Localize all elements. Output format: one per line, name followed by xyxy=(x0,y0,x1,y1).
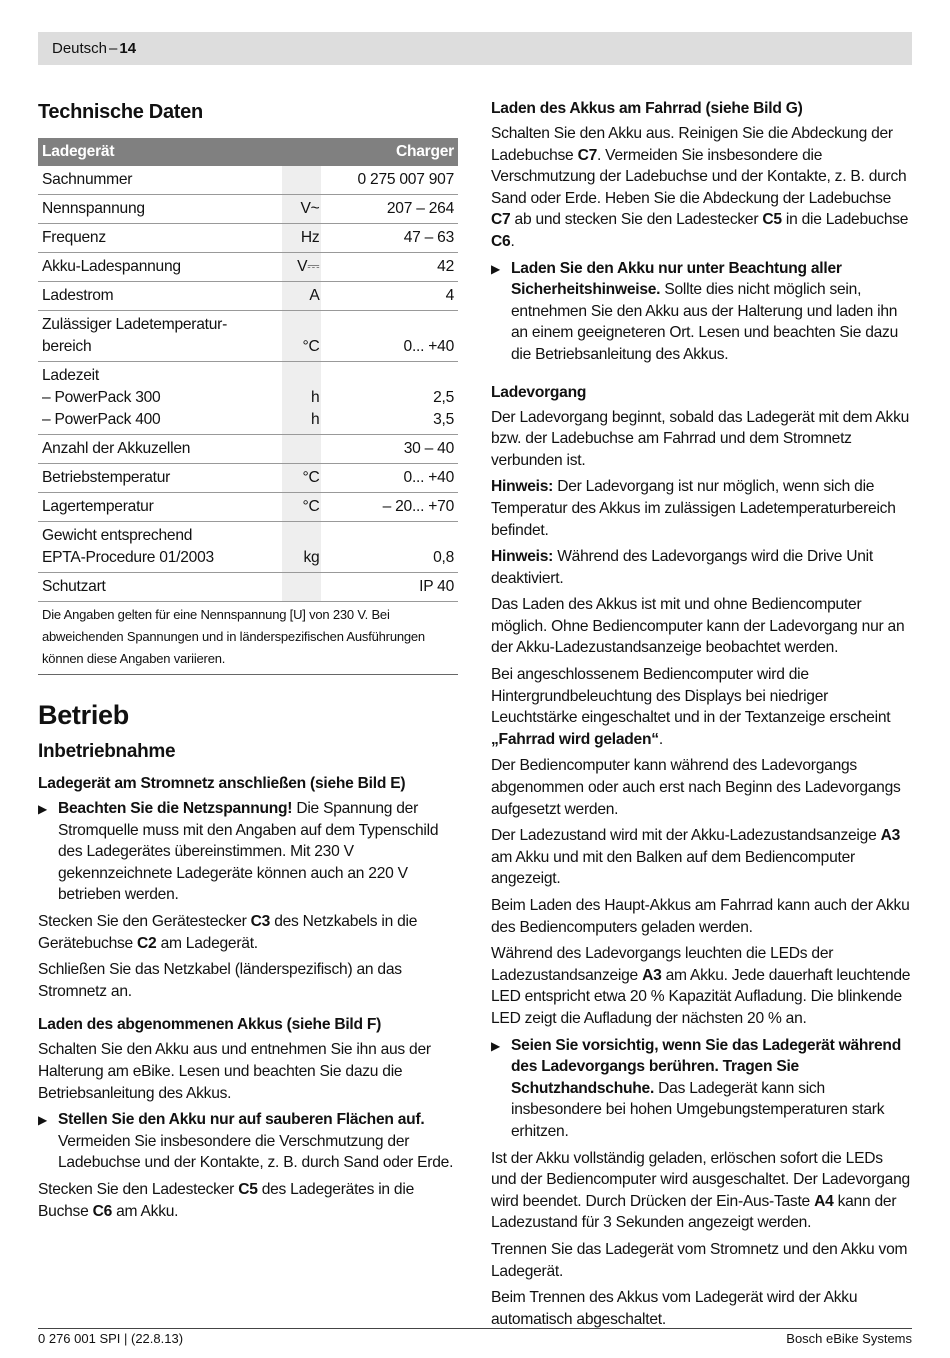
fahrrad-bullet xyxy=(491,258,911,366)
footer-document-number: 0 276 001 SPI | (22.8.13) xyxy=(38,1331,184,1346)
spec-row xyxy=(38,573,458,602)
ladevorgang-bullet-text: Das Ladegerät kann sich insbesondere bei hohen Umgebungstemperaturen stark erhitzen. xyxy=(511,1079,885,1140)
spec-note: Die Angaben gelten für eine Nennspannung [U] von 230 V. Bei abweichenden Spannungen und in länderspezifischen Ausführungen können diese Angaben variieren. xyxy=(38,602,458,675)
spec-unit-cell: V~ xyxy=(282,195,322,224)
inbetriebnahme-heading: Inbetriebnahme xyxy=(38,741,176,762)
spec-table xyxy=(38,138,458,675)
left-column xyxy=(38,98,458,1227)
ladevorgang-paragraph-8: Ist der Akku vollständig geladen, erlöschen sofort die LEDs und der Bediencomputer wird ausgeschaltet. Der Ladevorgang wird beendet. Durch Drücken der Ein-Aus-Taste A4 kann der Ladezustand für 3 Sekunden angezeigt werden. xyxy=(491,1149,910,1232)
footer-brand: Bosch eBike Systems xyxy=(786,1331,912,1346)
ladevorgang-paragraph-6: Beim Laden des Haupt-Akkus am Fahrrad kann auch der Akku des Bediencomputers geladen werden. xyxy=(491,897,910,936)
netz-bullet xyxy=(38,798,458,906)
spec-name-cell: Betriebstemperatur xyxy=(38,464,282,493)
fahrrad-bullet-text: Sollte dies nicht möglich sein, entnehmen Sie den Akku aus der Halterung und laden ihn an einem geeigneteren Ort. Lesen und beachten Sie dazu die Betriebsanleitung des Akkus. xyxy=(511,281,899,363)
netz-paragraph-1: Stecken Sie den Gerätestecker C3 des Netzkabels in die Gerätebuchse C2 am Ladegerät. xyxy=(38,912,418,952)
netz-paragraph-2: Schließen Sie das Netzkabel (länderspezifisch) an das Stromnetz an. xyxy=(38,961,402,1000)
spec-name-cell: Schutzart xyxy=(38,573,282,602)
spec-unit-cell: h h xyxy=(282,362,322,435)
spec-table-body xyxy=(38,166,458,602)
ladevorgang-paragraph-9: Trennen Sie das Ladegerät vom Stromnetz und den Akku vom Ladegerät. xyxy=(491,1240,908,1280)
ladevorgang-paragraph-1: Der Ladevorgang beginnt, sobald das Ladegerät mit dem Akku bzw. der Ladebuchse am Fahrrad und dem Stromnetz verbunden ist. xyxy=(491,408,910,469)
spec-value-cell: 0,8 xyxy=(321,522,458,573)
spec-name-cell: Anzahl der Akkuzellen xyxy=(38,435,282,464)
spec-unit-cell: °C xyxy=(282,311,322,362)
spec-unit-cell: V⎓ xyxy=(282,253,322,282)
abgenommen-bullet-bold: Stellen Sie den Akku nur auf sauberen Flächen auf. xyxy=(58,1111,425,1129)
ladevorgang-heading: Ladevorgang xyxy=(491,383,587,401)
betrieb-heading: Betrieb xyxy=(38,700,129,730)
ladevorgang-paragraph-10: Beim Trennen des Akkus vom Ladegerät wird der Akku automatisch abgeschaltet. xyxy=(491,1289,858,1328)
spec-value-cell: 2,5 3,5 xyxy=(321,362,458,435)
fahrrad-paragraph-1: Schalten Sie den Akku aus. Reinigen Sie die Abdeckung der Ladebuchse C7. Vermeiden Sie insbesondere die Verschmutzung der Ladebuchse und der Kontakte, z. B. durch Sand oder Erde. Heben Sie die Abdeckung der Ladebuchse C7 ab und stecken Sie den Ladestecker C5 in die Ladebuchse C6. xyxy=(491,125,909,250)
spec-name-cell: Ladestrom xyxy=(38,282,282,311)
spec-value-cell: 207 – 264 xyxy=(321,195,458,224)
spec-value-cell: – 20... +70 xyxy=(321,493,458,522)
hinweis-2: Hinweis: Während des Ladevorgangs wird die Drive Unit deaktiviert. xyxy=(491,548,873,587)
spec-unit-cell xyxy=(282,166,322,195)
spec-row xyxy=(38,464,458,493)
spec-unit-cell xyxy=(282,573,322,602)
ladevorgang-paragraph-3: Bei angeschlossenem Bediencomputer wird die Hintergrundbeleuchtung des Displays bei niedriger Leuchtstärke eingeschaltet und in der Textanzeige erscheint „Fahrrad wird geladen“. xyxy=(491,666,891,748)
spec-value-cell: 4 xyxy=(321,282,458,311)
ladevorgang-paragraph-7: Während des Ladevorgangs leuchten die LEDs der Ladezustandsanzeige A3 am Akku. Jede dauerhaft leuchtende LED entspricht etwa 20 % Kapazität Aufladung. Die blinkende LED zeigt die Aufladung der nächsten 20 % an. xyxy=(491,945,911,1027)
spec-row xyxy=(38,311,458,362)
triangle-bullet-icon: ▶ xyxy=(38,1113,48,1128)
page-header xyxy=(38,32,912,65)
abgenommen-heading: Laden des abgenommenen Akkus (siehe Bild F) xyxy=(38,1016,382,1034)
abgenommen-paragraph-2: Stecken Sie den Ladestecker C5 des Ladegerätes in die Buchse C6 am Akku. xyxy=(38,1180,414,1220)
netz-bullet-bold: Beachten Sie die Netzspannung! xyxy=(58,800,293,817)
netz-heading: Ladegerät am Stromnetz anschließen (siehe Bild E) xyxy=(38,775,406,792)
spec-row xyxy=(38,166,458,195)
spec-row xyxy=(38,253,458,282)
spec-name-cell: Sachnummer xyxy=(38,166,282,195)
ladevorgang-paragraph-2: Das Laden des Akkus ist mit und ohne Bediencomputer möglich. Ohne Bediencomputer kann der Ladevorgang nur an der Akku-Ladezustandsanzeige beobachtet werden. xyxy=(491,596,905,657)
spec-value-cell: 47 – 63 xyxy=(321,224,458,253)
spec-name-cell: Nennspannung xyxy=(38,195,282,224)
spec-row xyxy=(38,435,458,464)
abgenommen-bullet-text: Vermeiden Sie insbesondere die Verschmutzung der Ladebuchse und der Kontakte, z. B. durch Sand oder Erde. xyxy=(58,1132,454,1172)
spec-unit-cell: °C xyxy=(282,493,322,522)
spec-unit-cell: kg xyxy=(282,522,322,573)
netz-bullet-text: Die Spannung der Stromquelle muss mit den Angaben auf dem Typenschild des Ladegerätes übereinstimmen. Mit 230 V gekennzeichnete Ladegeräte können auch an 220 V betrieben werden. xyxy=(58,800,439,904)
spec-row xyxy=(38,493,458,522)
spec-name-cell: Frequenz xyxy=(38,224,282,253)
spec-unit-cell: Hz xyxy=(282,224,322,253)
spec-row xyxy=(38,522,458,573)
spec-value-cell: 0... +40 xyxy=(321,311,458,362)
spec-row xyxy=(38,224,458,253)
spec-name-cell: Akku-Ladespannung xyxy=(38,253,282,282)
spec-col-model: Charger xyxy=(321,138,458,166)
spec-value-cell: 42 xyxy=(321,253,458,282)
spec-name-cell: Zulässiger Ladetemperatur- bereich xyxy=(38,311,282,362)
hinweis-1: Hinweis: Der Ladevorgang ist nur möglich, wenn sich die Temperatur des Akkus im zulässigen Ladetemperaturbereich befindet. xyxy=(491,478,896,539)
header-language: Deutsch xyxy=(52,40,108,57)
ladevorgang-bullet xyxy=(491,1035,911,1143)
triangle-bullet-icon: ▶ xyxy=(491,261,501,276)
spec-name-cell: Ladezeit – PowerPack 300 – PowerPack 400 xyxy=(38,362,282,435)
spec-value-cell: IP 40 xyxy=(321,573,458,602)
spec-unit-cell xyxy=(282,435,322,464)
abgenommen-bullet xyxy=(38,1109,458,1174)
page-number: 14 xyxy=(119,40,137,57)
ladevorgang-paragraph-4: Der Bediencomputer kann während des Ladevorgangs abgenommen oder auch erst nach Beginn des Ladevorgangs aufgesetzt werden. xyxy=(491,757,901,818)
footer-divider xyxy=(38,1328,912,1329)
ladevorgang-paragraph-5: Der Ladezustand wird mit der Akku-Ladezustandsanzeige A3 am Akku und mit den Balken auf dem Bediencomputer angezeigt. xyxy=(491,827,901,888)
spec-value-cell: 0... +40 xyxy=(321,464,458,493)
spec-table-header xyxy=(38,138,458,166)
spec-name-cell: Lagertemperatur xyxy=(38,493,282,522)
fahrrad-bullet-bold: Laden Sie den Akku nur unter Beachtung aller Sicherheitshinweise. xyxy=(511,259,842,299)
spec-value-cell: 0 275 007 907 xyxy=(321,166,458,195)
right-column xyxy=(491,98,911,1335)
spec-row xyxy=(38,195,458,224)
spec-col-name: Ladegerät xyxy=(38,138,321,166)
triangle-bullet-icon: ▶ xyxy=(38,802,48,816)
ladevorgang-bullet-bold: Seien Sie vorsichtig, wenn Sie das Ladegerät während des Ladevorgangs berühren. Tragen Sie Schutzhandschuhe. xyxy=(511,1036,901,1097)
tech-data-heading: Technische Daten xyxy=(38,101,203,123)
fahrrad-heading: Laden des Akkus am Fahrrad (siehe Bild G) xyxy=(491,100,803,117)
header-separator: – xyxy=(109,40,118,57)
spec-row xyxy=(38,282,458,311)
triangle-bullet-icon: ▶ xyxy=(491,1038,501,1053)
spec-row xyxy=(38,362,458,435)
spec-unit-cell: A xyxy=(282,282,322,311)
spec-value-cell: 30 – 40 xyxy=(321,435,458,464)
spec-unit-cell: °C xyxy=(282,464,322,493)
spec-name-cell: Gewicht entsprechend EPTA-Procedure 01/2003 xyxy=(38,522,282,573)
abgenommen-paragraph-1: Schalten Sie den Akku aus und entnehmen Sie ihn aus der Halterung am eBike. Lesen und beachten Sie dazu die Betriebsanleitung des Akkus. xyxy=(38,1041,431,1102)
